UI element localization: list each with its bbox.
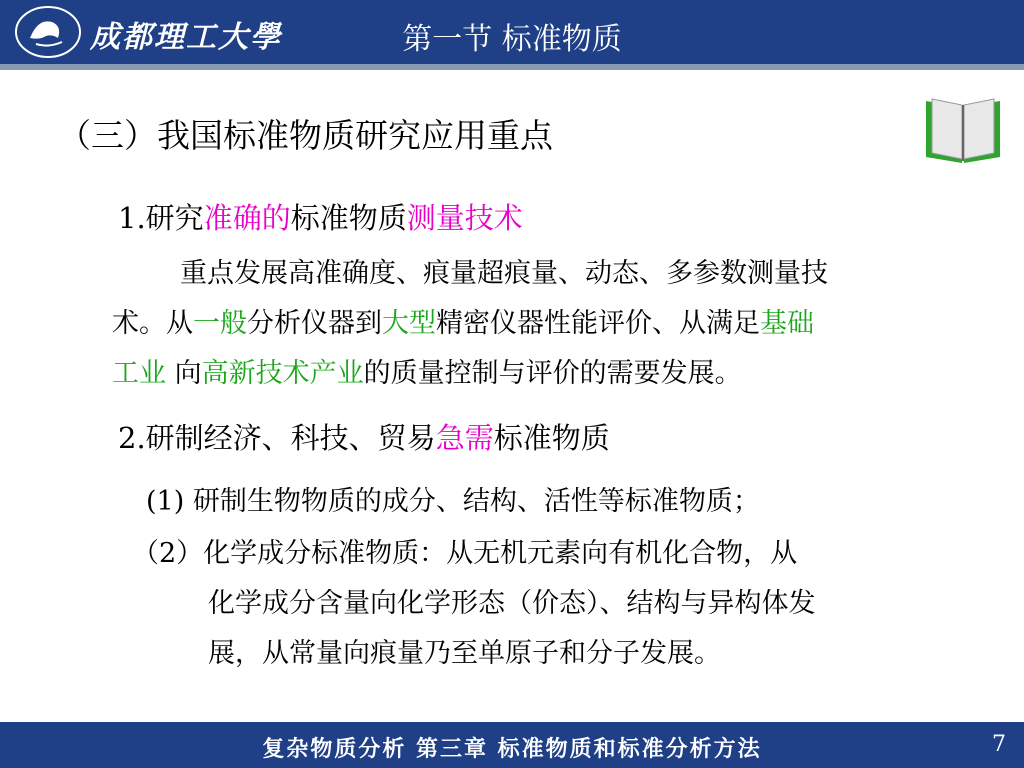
- p1-highlight-large: 大型: [382, 308, 436, 339]
- open-book-icon: [918, 95, 1008, 167]
- p1-text-d: 向: [166, 358, 202, 389]
- page-number: 7: [992, 732, 1006, 757]
- header-divider: [0, 64, 1024, 70]
- university-emblem-icon: [12, 4, 84, 60]
- university-logo-text: 成都理工大學: [90, 20, 282, 55]
- paragraph-1-line-1: 重点发展高准确度、痕量超痕量、动态、多参数测量技: [180, 258, 828, 289]
- footer-course-title: 复杂物质分析 第三章 标准物质和标准分析方法: [262, 736, 762, 762]
- section-title: （三）我国标准物质研究应用重点: [58, 116, 553, 155]
- item-2-text-b: 标准物质: [493, 421, 610, 455]
- p1-highlight-general: 一般: [193, 308, 247, 339]
- item-1-heading: [118, 196, 523, 237]
- paragraph-1-line-3: [112, 348, 742, 400]
- item-1-text-a: 研究: [145, 201, 204, 235]
- item-2-text-a: 研制经济、科技、贸易: [145, 421, 436, 455]
- item-1-highlight-technique: 测量技术: [406, 201, 523, 235]
- item-1-number: 1.: [118, 201, 146, 235]
- paragraph-1-line-2: [112, 298, 814, 350]
- p1-text-b: 分析仪器到: [247, 308, 382, 339]
- footer-bar: [0, 722, 1024, 768]
- sub-item-2-line-1: （2）化学成分标准物质：从无机元素向有机化合物，从: [132, 538, 798, 569]
- p1-text-a: 术。从: [112, 308, 193, 339]
- p1-highlight-hightech: 高新技术产业: [201, 358, 364, 389]
- p1-highlight-industry: 工业: [112, 358, 166, 389]
- item-1-highlight-accurate: 准确的: [203, 201, 291, 235]
- sub-item-2-line-2: 化学成分含量向化学形态（价态）、结构与异构体发: [208, 588, 816, 619]
- p1-highlight-basic: 基础: [760, 308, 814, 339]
- sub-item-1: (1) 研制生物物质的成分、结构、活性等标准物质；: [146, 486, 760, 517]
- item-2-number: 2.: [118, 421, 146, 455]
- item-1-text-b: 标准物质: [290, 201, 407, 235]
- slide-header-title: 第一节 标准物质: [402, 22, 622, 57]
- p1-text-c: 精密仪器性能评价、从满足: [436, 308, 760, 339]
- header-bar: [0, 0, 1024, 64]
- sub-item-2-line-3: 展，从常量向痕量乃至单原子和分子发展。: [208, 638, 721, 669]
- item-2-heading: [118, 416, 610, 457]
- p1-text-e: 的质量控制与评价的需要发展。: [363, 358, 742, 389]
- item-2-highlight-urgent: 急需: [435, 421, 494, 455]
